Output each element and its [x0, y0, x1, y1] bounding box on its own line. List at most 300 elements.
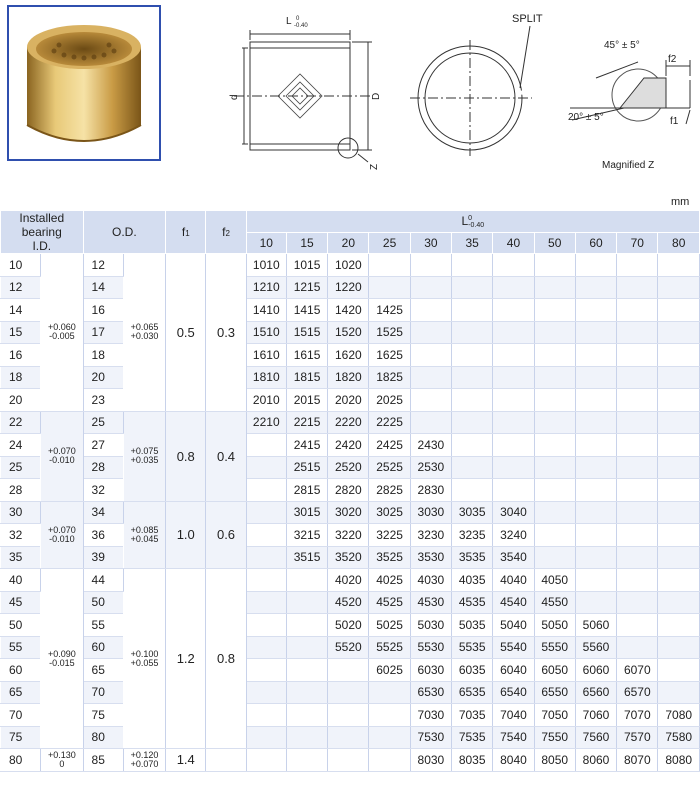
part-number-cell — [575, 321, 616, 344]
header-f2: f2 — [206, 211, 246, 254]
part-number-cell — [493, 456, 534, 479]
id-tolerance-cell: +0.130 0 — [41, 749, 83, 772]
id-tolerance-cell: +0.060 -0.005 — [41, 254, 83, 412]
part-number-cell: 2520 — [328, 456, 369, 479]
part-number-cell: 8060 — [575, 749, 616, 772]
part-number-cell — [658, 321, 700, 344]
part-number-cell — [658, 479, 700, 502]
part-number-cell — [246, 591, 286, 614]
part-number-cell: 6025 — [369, 659, 410, 682]
od-cell: 70 — [83, 681, 123, 704]
f2-cell — [206, 749, 246, 772]
length-header-cell: 35 — [452, 232, 493, 254]
part-number-cell — [575, 411, 616, 434]
part-number-cell: 6550 — [534, 681, 575, 704]
part-number-cell: 6540 — [493, 681, 534, 704]
part-number-cell: 2210 — [246, 411, 286, 434]
part-number-cell — [246, 749, 286, 772]
id-cell: 75 — [1, 726, 41, 749]
od-tolerance-cell: +0.120 +0.070 — [123, 749, 165, 772]
part-number-cell — [410, 321, 451, 344]
part-number-cell: 4050 — [534, 569, 575, 592]
od-cell: 34 — [83, 501, 123, 524]
part-number-cell — [534, 546, 575, 569]
part-number-cell: 4530 — [410, 591, 451, 614]
part-number-cell — [658, 389, 700, 412]
split-leader — [520, 26, 530, 88]
part-number-cell: 4030 — [410, 569, 451, 592]
part-number-cell — [575, 546, 616, 569]
part-number-cell: 5550 — [534, 636, 575, 659]
part-number-cell — [617, 344, 658, 367]
part-number-cell: 1525 — [369, 321, 410, 344]
id-cell: 28 — [1, 479, 41, 502]
part-number-cell — [534, 434, 575, 457]
part-number-cell: 4540 — [493, 591, 534, 614]
part-number-cell: 5035 — [452, 614, 493, 637]
part-number-cell: 1615 — [286, 344, 327, 367]
part-number-cell — [493, 321, 534, 344]
table-row — [1, 591, 700, 614]
f1-cell: 0.5 — [166, 254, 206, 412]
part-number-cell: 2815 — [286, 479, 327, 502]
part-number-cell — [452, 321, 493, 344]
id-cell: 18 — [1, 366, 41, 389]
part-number-cell: 6535 — [452, 681, 493, 704]
part-number-cell — [575, 434, 616, 457]
part-number-cell — [246, 659, 286, 682]
part-number-cell — [534, 501, 575, 524]
part-number-cell — [328, 659, 369, 682]
part-number-cell: 3015 — [286, 501, 327, 524]
id-cell: 55 — [1, 636, 41, 659]
id-cell: 70 — [1, 704, 41, 727]
od-cell: 65 — [83, 659, 123, 682]
part-number-cell: 6530 — [410, 681, 451, 704]
od-cell: 25 — [83, 411, 123, 434]
part-number-cell — [658, 591, 700, 614]
od-cell: 60 — [83, 636, 123, 659]
part-number-cell: 8050 — [534, 749, 575, 772]
part-number-cell — [575, 569, 616, 592]
part-number-cell — [575, 389, 616, 412]
part-number-cell — [246, 636, 286, 659]
part-number-cell — [575, 366, 616, 389]
part-number-cell: 3520 — [328, 546, 369, 569]
part-number-cell: 5530 — [410, 636, 451, 659]
part-number-cell: 2220 — [328, 411, 369, 434]
length-header-cell: 20 — [328, 232, 369, 254]
part-number-cell — [658, 569, 700, 592]
part-number-cell: 7060 — [575, 704, 616, 727]
id-cell: 10 — [1, 254, 41, 277]
part-number-cell — [658, 546, 700, 569]
f1-label: f1 — [670, 116, 679, 127]
part-number-cell: 2430 — [410, 434, 451, 457]
part-number-cell — [246, 479, 286, 502]
part-number-cell: 3530 — [410, 546, 451, 569]
od-tolerance-cell: +0.100 +0.055 — [123, 569, 165, 749]
header-id-line1: Installed bearing — [19, 211, 65, 239]
part-number-cell — [286, 681, 327, 704]
id-tolerance-cell: +0.090 -0.015 — [41, 569, 83, 749]
part-number-cell — [286, 569, 327, 592]
part-number-cell — [617, 501, 658, 524]
f2-cell: 0.3 — [206, 254, 246, 412]
part-number-cell — [286, 614, 327, 637]
part-number-cell: 3020 — [328, 501, 369, 524]
id-cell: 15 — [1, 321, 41, 344]
part-number-cell: 3035 — [452, 501, 493, 524]
technical-drawing — [220, 0, 700, 190]
part-number-cell — [575, 276, 616, 299]
part-number-cell: 5535 — [452, 636, 493, 659]
part-number-cell: 7080 — [658, 704, 700, 727]
part-number-cell — [658, 299, 700, 322]
part-number-cell: 7035 — [452, 704, 493, 727]
part-number-cell: 6070 — [617, 659, 658, 682]
f2-cell: 0.6 — [206, 501, 246, 569]
magnified-label: Magnified Z — [602, 160, 655, 171]
id-cell: 30 — [1, 501, 41, 524]
part-number-cell: 4535 — [452, 591, 493, 614]
part-number-cell: 1215 — [286, 276, 327, 299]
part-number-cell: 1220 — [328, 276, 369, 299]
od-cell: 23 — [83, 389, 123, 412]
length-header-cell: 60 — [575, 232, 616, 254]
part-number-cell: 8030 — [410, 749, 451, 772]
header-id-line2: I.D. — [32, 239, 52, 253]
part-number-cell — [410, 276, 451, 299]
part-number-cell — [369, 681, 410, 704]
od-cell: 80 — [83, 726, 123, 749]
part-number-cell: 5525 — [369, 636, 410, 659]
part-number-cell: 4525 — [369, 591, 410, 614]
part-number-cell — [658, 366, 700, 389]
part-number-cell: 4040 — [493, 569, 534, 592]
part-number-cell — [617, 479, 658, 502]
part-number-cell: 4550 — [534, 591, 575, 614]
part-number-cell — [534, 344, 575, 367]
f2-cell: 0.4 — [206, 411, 246, 501]
id-cell: 20 — [1, 389, 41, 412]
part-number-cell: 4035 — [452, 569, 493, 592]
table-row — [1, 321, 700, 344]
part-number-cell: 2015 — [286, 389, 327, 412]
part-number-cell: 8070 — [617, 749, 658, 772]
z-label: Z — [369, 163, 380, 170]
table-row — [1, 636, 700, 659]
part-number-cell: 6060 — [575, 659, 616, 682]
part-number-cell: 1625 — [369, 344, 410, 367]
f1-cell: 1.2 — [166, 569, 206, 749]
id-tolerance-cell: +0.070 -0.010 — [41, 501, 83, 569]
part-number-cell — [617, 546, 658, 569]
part-number-cell: 1515 — [286, 321, 327, 344]
od-tolerance-cell: +0.075 +0.035 — [123, 411, 165, 501]
part-number-cell: 2515 — [286, 456, 327, 479]
table-body — [1, 254, 700, 772]
part-number-cell — [410, 344, 451, 367]
length-header-cell: 70 — [617, 232, 658, 254]
part-number-cell: 5050 — [534, 614, 575, 637]
od-cell: 50 — [83, 591, 123, 614]
part-number-cell: 7030 — [410, 704, 451, 727]
part-number-cell: 2425 — [369, 434, 410, 457]
part-number-cell — [575, 524, 616, 547]
part-number-cell: 1415 — [286, 299, 327, 322]
table-row — [1, 389, 700, 412]
part-number-cell: 4025 — [369, 569, 410, 592]
part-number-cell — [575, 254, 616, 277]
part-number-cell: 2830 — [410, 479, 451, 502]
bushing-spec-table — [0, 210, 700, 772]
table-row — [1, 726, 700, 749]
od-tolerance-cell: +0.065 +0.030 — [123, 254, 165, 412]
part-number-cell — [658, 659, 700, 682]
part-number-cell: 7580 — [658, 726, 700, 749]
part-number-cell: 7560 — [575, 726, 616, 749]
part-number-cell — [246, 546, 286, 569]
od-tolerance-cell: +0.085 +0.045 — [123, 501, 165, 569]
part-number-cell: 1620 — [328, 344, 369, 367]
part-number-cell — [410, 389, 451, 412]
header-id — [1, 211, 84, 254]
part-number-cell — [452, 276, 493, 299]
od-cell: 39 — [83, 546, 123, 569]
part-number-cell — [534, 479, 575, 502]
part-number-cell — [575, 591, 616, 614]
part-number-cell — [658, 344, 700, 367]
part-number-cell — [658, 681, 700, 704]
f2-cell: 0.8 — [206, 569, 246, 749]
part-number-cell: 5540 — [493, 636, 534, 659]
od-cell: 32 — [83, 479, 123, 502]
part-number-cell: 3540 — [493, 546, 534, 569]
part-number-cell — [452, 344, 493, 367]
part-number-cell — [246, 614, 286, 637]
od-cell: 85 — [83, 749, 123, 772]
part-number-cell — [658, 614, 700, 637]
part-number-cell: 7530 — [410, 726, 451, 749]
part-number-cell: 3025 — [369, 501, 410, 524]
part-number-cell — [658, 501, 700, 524]
od-cell: 44 — [83, 569, 123, 592]
angle2-label: 20° ± 5° — [568, 112, 604, 123]
part-number-cell — [246, 501, 286, 524]
table-row — [1, 704, 700, 727]
part-number-cell — [534, 299, 575, 322]
od-cell: 14 — [83, 276, 123, 299]
part-number-cell: 5560 — [575, 636, 616, 659]
part-number-cell — [369, 749, 410, 772]
part-number-cell — [369, 276, 410, 299]
id-cell: 35 — [1, 546, 41, 569]
table-row — [1, 479, 700, 502]
part-number-cell — [246, 704, 286, 727]
part-number-cell: 6030 — [410, 659, 451, 682]
table-row — [1, 659, 700, 682]
part-number-cell: 1420 — [328, 299, 369, 322]
part-number-cell: 2010 — [246, 389, 286, 412]
part-number-cell: 6050 — [534, 659, 575, 682]
part-number-cell — [410, 299, 451, 322]
part-number-cell — [617, 636, 658, 659]
od-cell: 20 — [83, 366, 123, 389]
part-number-cell — [369, 726, 410, 749]
part-number-cell — [410, 254, 451, 277]
part-number-cell: 2530 — [410, 456, 451, 479]
part-number-cell — [493, 389, 534, 412]
part-number-cell: 7040 — [493, 704, 534, 727]
table-row — [1, 501, 700, 524]
id-cell: 16 — [1, 344, 41, 367]
part-number-cell — [617, 524, 658, 547]
part-number-cell — [452, 254, 493, 277]
part-number-cell — [534, 321, 575, 344]
part-number-cell — [493, 299, 534, 322]
id-cell: 45 — [1, 591, 41, 614]
part-number-cell — [452, 479, 493, 502]
part-number-cell — [617, 411, 658, 434]
id-cell: 14 — [1, 299, 41, 322]
part-number-cell: 1820 — [328, 366, 369, 389]
part-number-cell — [658, 456, 700, 479]
part-number-cell: 1510 — [246, 321, 286, 344]
table-row — [1, 524, 700, 547]
id-cell: 50 — [1, 614, 41, 637]
part-number-cell: 1610 — [246, 344, 286, 367]
id-cell: 80 — [1, 749, 41, 772]
table-row — [1, 254, 700, 277]
length-tol-top: 0 — [296, 16, 300, 22]
part-number-cell — [658, 434, 700, 457]
part-number-cell — [493, 254, 534, 277]
part-number-cell — [452, 366, 493, 389]
part-number-cell: 5520 — [328, 636, 369, 659]
table-row — [1, 344, 700, 367]
part-number-cell — [575, 501, 616, 524]
od-cell: 36 — [83, 524, 123, 547]
id-cell: 40 — [1, 569, 41, 592]
part-number-cell — [617, 276, 658, 299]
part-number-cell: 3225 — [369, 524, 410, 547]
id-cell: 12 — [1, 276, 41, 299]
f1-cell: 1.4 — [166, 749, 206, 772]
part-number-cell — [452, 456, 493, 479]
part-number-cell — [617, 614, 658, 637]
part-number-cell — [534, 276, 575, 299]
part-number-cell: 1410 — [246, 299, 286, 322]
part-number-cell — [286, 704, 327, 727]
part-number-cell — [617, 456, 658, 479]
od-cell: 27 — [83, 434, 123, 457]
part-number-cell: 4020 — [328, 569, 369, 592]
part-number-cell — [534, 456, 575, 479]
part-number-cell: 8035 — [452, 749, 493, 772]
part-number-cell — [246, 524, 286, 547]
table-row — [1, 299, 700, 322]
part-number-cell — [410, 411, 451, 434]
length-header-cell: 50 — [534, 232, 575, 254]
part-number-cell: 1815 — [286, 366, 327, 389]
part-number-cell — [658, 524, 700, 547]
part-number-cell: 3220 — [328, 524, 369, 547]
part-number-cell: 3030 — [410, 501, 451, 524]
part-number-cell — [452, 389, 493, 412]
part-number-cell — [328, 726, 369, 749]
part-number-cell: 2420 — [328, 434, 369, 457]
part-number-cell: 6040 — [493, 659, 534, 682]
part-number-cell — [493, 434, 534, 457]
angle1-label: 45° ± 5° — [604, 40, 640, 51]
table-row — [1, 546, 700, 569]
part-number-cell — [617, 321, 658, 344]
part-number-cell: 3515 — [286, 546, 327, 569]
header-od: O.D. — [83, 211, 166, 254]
part-number-cell: 2820 — [328, 479, 369, 502]
detail-z-circle — [338, 138, 358, 158]
id-cell: 65 — [1, 681, 41, 704]
part-number-cell — [493, 366, 534, 389]
part-number-cell — [617, 591, 658, 614]
part-number-cell — [328, 704, 369, 727]
part-number-cell — [658, 411, 700, 434]
part-number-cell — [246, 681, 286, 704]
bushing-image — [9, 7, 159, 159]
part-number-cell — [246, 434, 286, 457]
part-number-cell: 1810 — [246, 366, 286, 389]
length-header-cell: 25 — [369, 232, 410, 254]
part-number-cell: 7050 — [534, 704, 575, 727]
part-number-cell — [617, 366, 658, 389]
part-number-cell — [286, 591, 327, 614]
part-number-cell — [246, 726, 286, 749]
part-number-cell: 8040 — [493, 749, 534, 772]
part-number-cell: 2215 — [286, 411, 327, 434]
part-number-cell: 1425 — [369, 299, 410, 322]
part-number-cell — [534, 366, 575, 389]
part-number-cell — [246, 569, 286, 592]
part-number-cell: 1015 — [286, 254, 327, 277]
table-row — [1, 411, 700, 434]
part-number-cell — [493, 344, 534, 367]
od-cell: 55 — [83, 614, 123, 637]
part-number-cell: 6570 — [617, 681, 658, 704]
length-header-cell: 40 — [493, 232, 534, 254]
part-number-cell: 3235 — [452, 524, 493, 547]
part-number-cell: 1520 — [328, 321, 369, 344]
id-tolerance-cell: +0.070 -0.010 — [41, 411, 83, 501]
part-number-cell: 1210 — [246, 276, 286, 299]
part-number-cell — [534, 254, 575, 277]
part-number-cell: 3535 — [452, 546, 493, 569]
part-number-cell: 7070 — [617, 704, 658, 727]
length-tol-bottom: -0.40 — [294, 23, 308, 29]
f1-cell: 0.8 — [166, 411, 206, 501]
table-row — [1, 614, 700, 637]
part-number-cell — [493, 411, 534, 434]
part-number-cell — [452, 411, 493, 434]
part-number-cell: 2020 — [328, 389, 369, 412]
table-row — [1, 434, 700, 457]
part-number-cell — [493, 276, 534, 299]
part-number-cell: 5020 — [328, 614, 369, 637]
part-number-cell — [286, 659, 327, 682]
header-f1: f1 — [166, 211, 206, 254]
id-cell: 25 — [1, 456, 41, 479]
part-number-cell: 5060 — [575, 614, 616, 637]
